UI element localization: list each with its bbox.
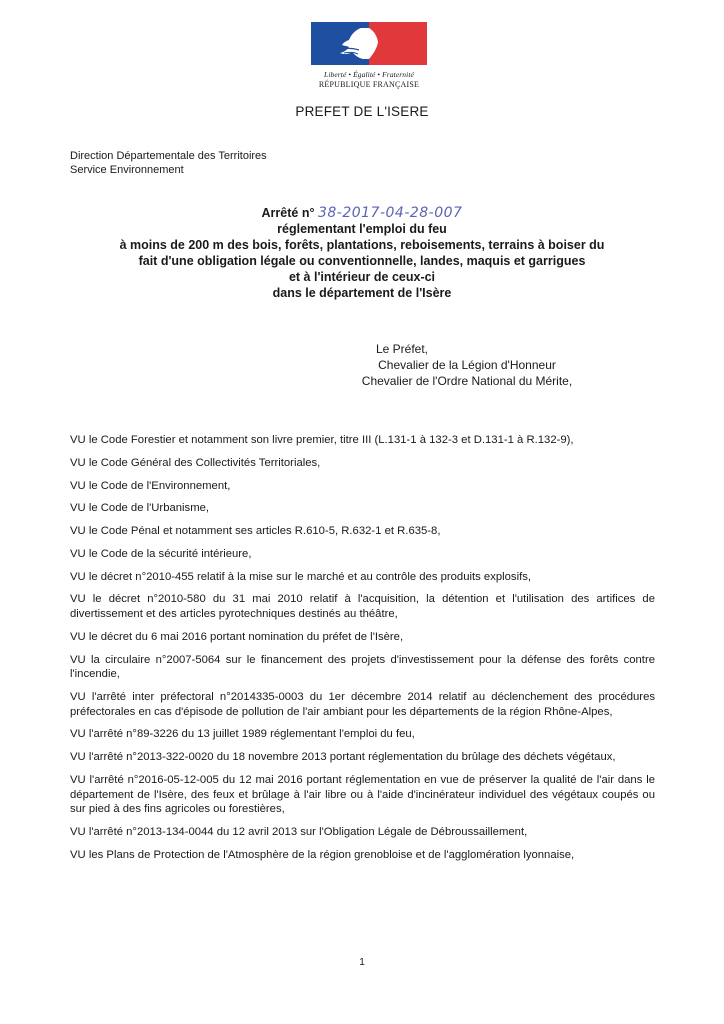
page-number: 1 [359, 957, 365, 968]
visa-item: VU l'arrêté n°2013-134-0044 du 12 avril 2013 sur l'Obligation Légale de Débroussaillement, [70, 825, 528, 838]
signer-title: Le Préfet, [375, 342, 429, 356]
direction-line: Direction Départementale des Territoires [70, 150, 267, 162]
marianne-logo [309, 22, 429, 89]
arrete-title-line: à moins de 200 m des bois, forêts, plantations, reboisements, terrains à boiser du [119, 238, 605, 252]
prefet-title: PREFET DE L'ISERE [295, 104, 429, 119]
arrete-title-line: fait d'une obligation légale ou conventionnelle, landes, maquis et garrigues [138, 254, 586, 268]
arrete-title-line: dans le département de l'Isère [272, 286, 452, 300]
visa-item: VU l'arrêté n°2016-05-12-005 du 12 mai 2016 portant réglementation en vue de préserver la qualité de l'air dans le département de l'Isère, des feux et brûlage à l'air libre ou à l'aide d'incinérateur individuel des végétaux coupés ou sur pied à des fins agricoles ou forestières, [70, 773, 655, 816]
service-line: Service Environnement [70, 163, 184, 176]
signer-honour: Chevalier de la Légion d'Honneur [378, 358, 556, 372]
visa-item: VU le Code de la sécurité intérieure, [70, 547, 252, 560]
visa-item: VU le décret n°2010-580 du 31 mai 2010 relatif à l'acquisition, la détention et l'utilisation des artifices de divertissement et des articles pyrotechniques destinés au théâtre, [70, 593, 655, 621]
visa-item: VU l'arrêté n°2013-322-0020 du 18 novembre 2013 portant réglementation du brûlage des déchets végétaux, [70, 751, 616, 764]
motto-text: Liberté • Égalité • Fraternité [324, 70, 414, 79]
visa-item: VU la circulaire n°2007-5064 sur le financement des projets d'investissement pour la défense des forêts contre l'incendie, [70, 653, 655, 681]
republic-text: RÉPUBLIQUE FRANÇAISE [318, 80, 420, 89]
visas-list [70, 433, 655, 862]
visa-item: VU le Code de l'Urbanisme, [70, 502, 210, 515]
issuing-service [70, 150, 267, 177]
visa-item: VU le décret du 6 mai 2016 portant nomination du préfet de l'Isère, [70, 630, 404, 643]
visa-item: VU le Code Général des Collectivités Territoriales, [70, 456, 321, 469]
visa-item: VU le Code Pénal et notamment ses articles R.610-5, R.632-1 et R.635-8, [70, 525, 441, 538]
arrete-number-line [0, 205, 724, 221]
signer-block [0, 341, 724, 389]
arrete-heading [0, 205, 724, 301]
arrete-number-handwritten: 38-2017-04-28-007 [317, 205, 463, 221]
arrete-label: Arrêté n° [261, 206, 315, 220]
marianne-flag-icon [311, 22, 427, 65]
visa-item: VU l'arrêté inter préfectoral n°2014335-0003 du 1er décembre 2014 relatif au déclenchement des procédures préfectorales en cas d'épisode de pollution de l'air ambiant pour les départements de la région Rhône-Alpes, [70, 691, 655, 718]
visa-item: VU le décret n°2010-455 relatif à la mise sur le marché et au contrôle des produits explosifs, [70, 570, 532, 583]
signer-merit: Chevalier de l'Ordre National du Mérite, [361, 374, 573, 388]
visa-item: VU l'arrêté n°89-3226 du 13 juillet 1989 réglementant l'emploi du feu, [70, 728, 415, 741]
arrete-title-line: et à l'intérieur de ceux-ci [288, 270, 436, 284]
visa-item: VU le Code Forestier et notamment son livre premier, titre III (L.131-1 à 132-3 et D.131-1 à R.132-9), [70, 434, 574, 446]
visa-item: VU les Plans de Protection de l'Atmosphère de la région grenobloise et de l'agglomération lyonnaise, [70, 848, 575, 861]
visa-item: VU le Code de l'Environnement, [70, 479, 231, 492]
arrete-title-line: réglementant l'emploi du feu [277, 222, 447, 236]
